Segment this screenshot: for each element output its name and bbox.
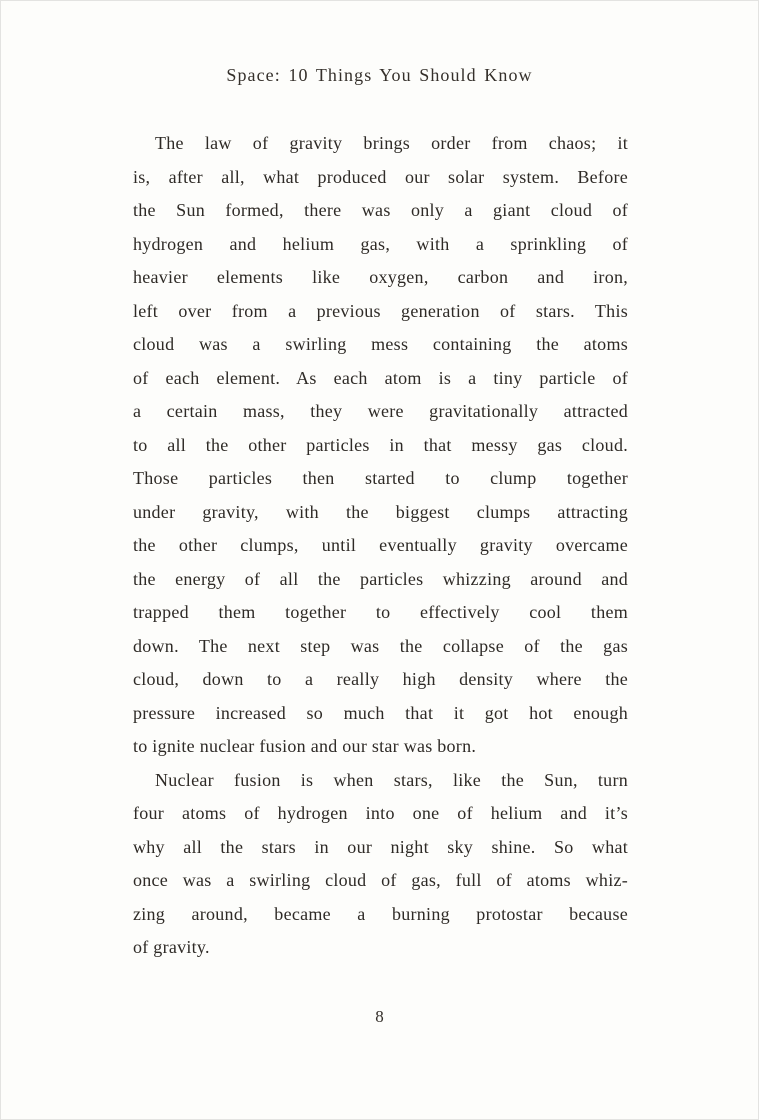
text-line: left over from a previous generation of stars. This bbox=[133, 300, 628, 321]
text-line: the energy of all the particles whizzing around and bbox=[133, 568, 628, 589]
text-line: once was a swirling cloud of gas, full of atoms whiz- bbox=[133, 870, 628, 890]
text-line: why all the stars in our night sky shine. So what bbox=[133, 836, 628, 857]
text-line: Nuclear fusion is when stars, like the Sun, turn bbox=[155, 769, 628, 790]
text-line: heavier elements like oxygen, carbon and iron, bbox=[133, 267, 628, 287]
text-line: of gravity. bbox=[133, 937, 210, 957]
text-line: a certain mass, they were gravitationally attracted bbox=[133, 401, 628, 421]
text-line: cloud, down to a really high density where the bbox=[133, 669, 628, 689]
text-line: the other clumps, until eventually gravity overcame bbox=[133, 535, 628, 555]
text-line: Those particles then started to clump together bbox=[133, 468, 628, 488]
text-line: under gravity, with the biggest clumps attracting bbox=[133, 501, 628, 522]
running-header: Space: 10 Things You Should Know bbox=[226, 65, 533, 85]
text-line: to all the other particles in that messy gas cloud. bbox=[133, 434, 628, 455]
text-line: cloud was a swirling mess containing the atoms bbox=[133, 334, 628, 354]
paragraph bbox=[133, 127, 628, 764]
text-line: hydrogen and helium gas, with a sprinkling of bbox=[133, 233, 628, 254]
text-line: zing around, became a burning protostar because bbox=[133, 903, 628, 924]
text-line: trapped them together to effectively cool them bbox=[133, 602, 628, 622]
text-line: the Sun formed, there was only a giant cloud of bbox=[133, 200, 628, 220]
text-line: down. The next step was the collapse of the gas bbox=[133, 635, 628, 656]
body-text bbox=[133, 127, 628, 965]
text-line: four atoms of hydrogen into one of helium and it’s bbox=[133, 803, 628, 823]
page-number: 8 bbox=[375, 1007, 384, 1026]
text-line: to ignite nuclear fusion and our star was born. bbox=[133, 736, 477, 756]
text-line: of each element. As each atom is a tiny particle of bbox=[133, 367, 628, 388]
text-line: The law of gravity brings order from chaos; it bbox=[155, 133, 628, 153]
text-line: is, after all, what produced our solar system. Before bbox=[133, 166, 628, 187]
text-line: pressure increased so much that it got hot enough bbox=[133, 702, 628, 723]
paragraph bbox=[133, 764, 628, 965]
